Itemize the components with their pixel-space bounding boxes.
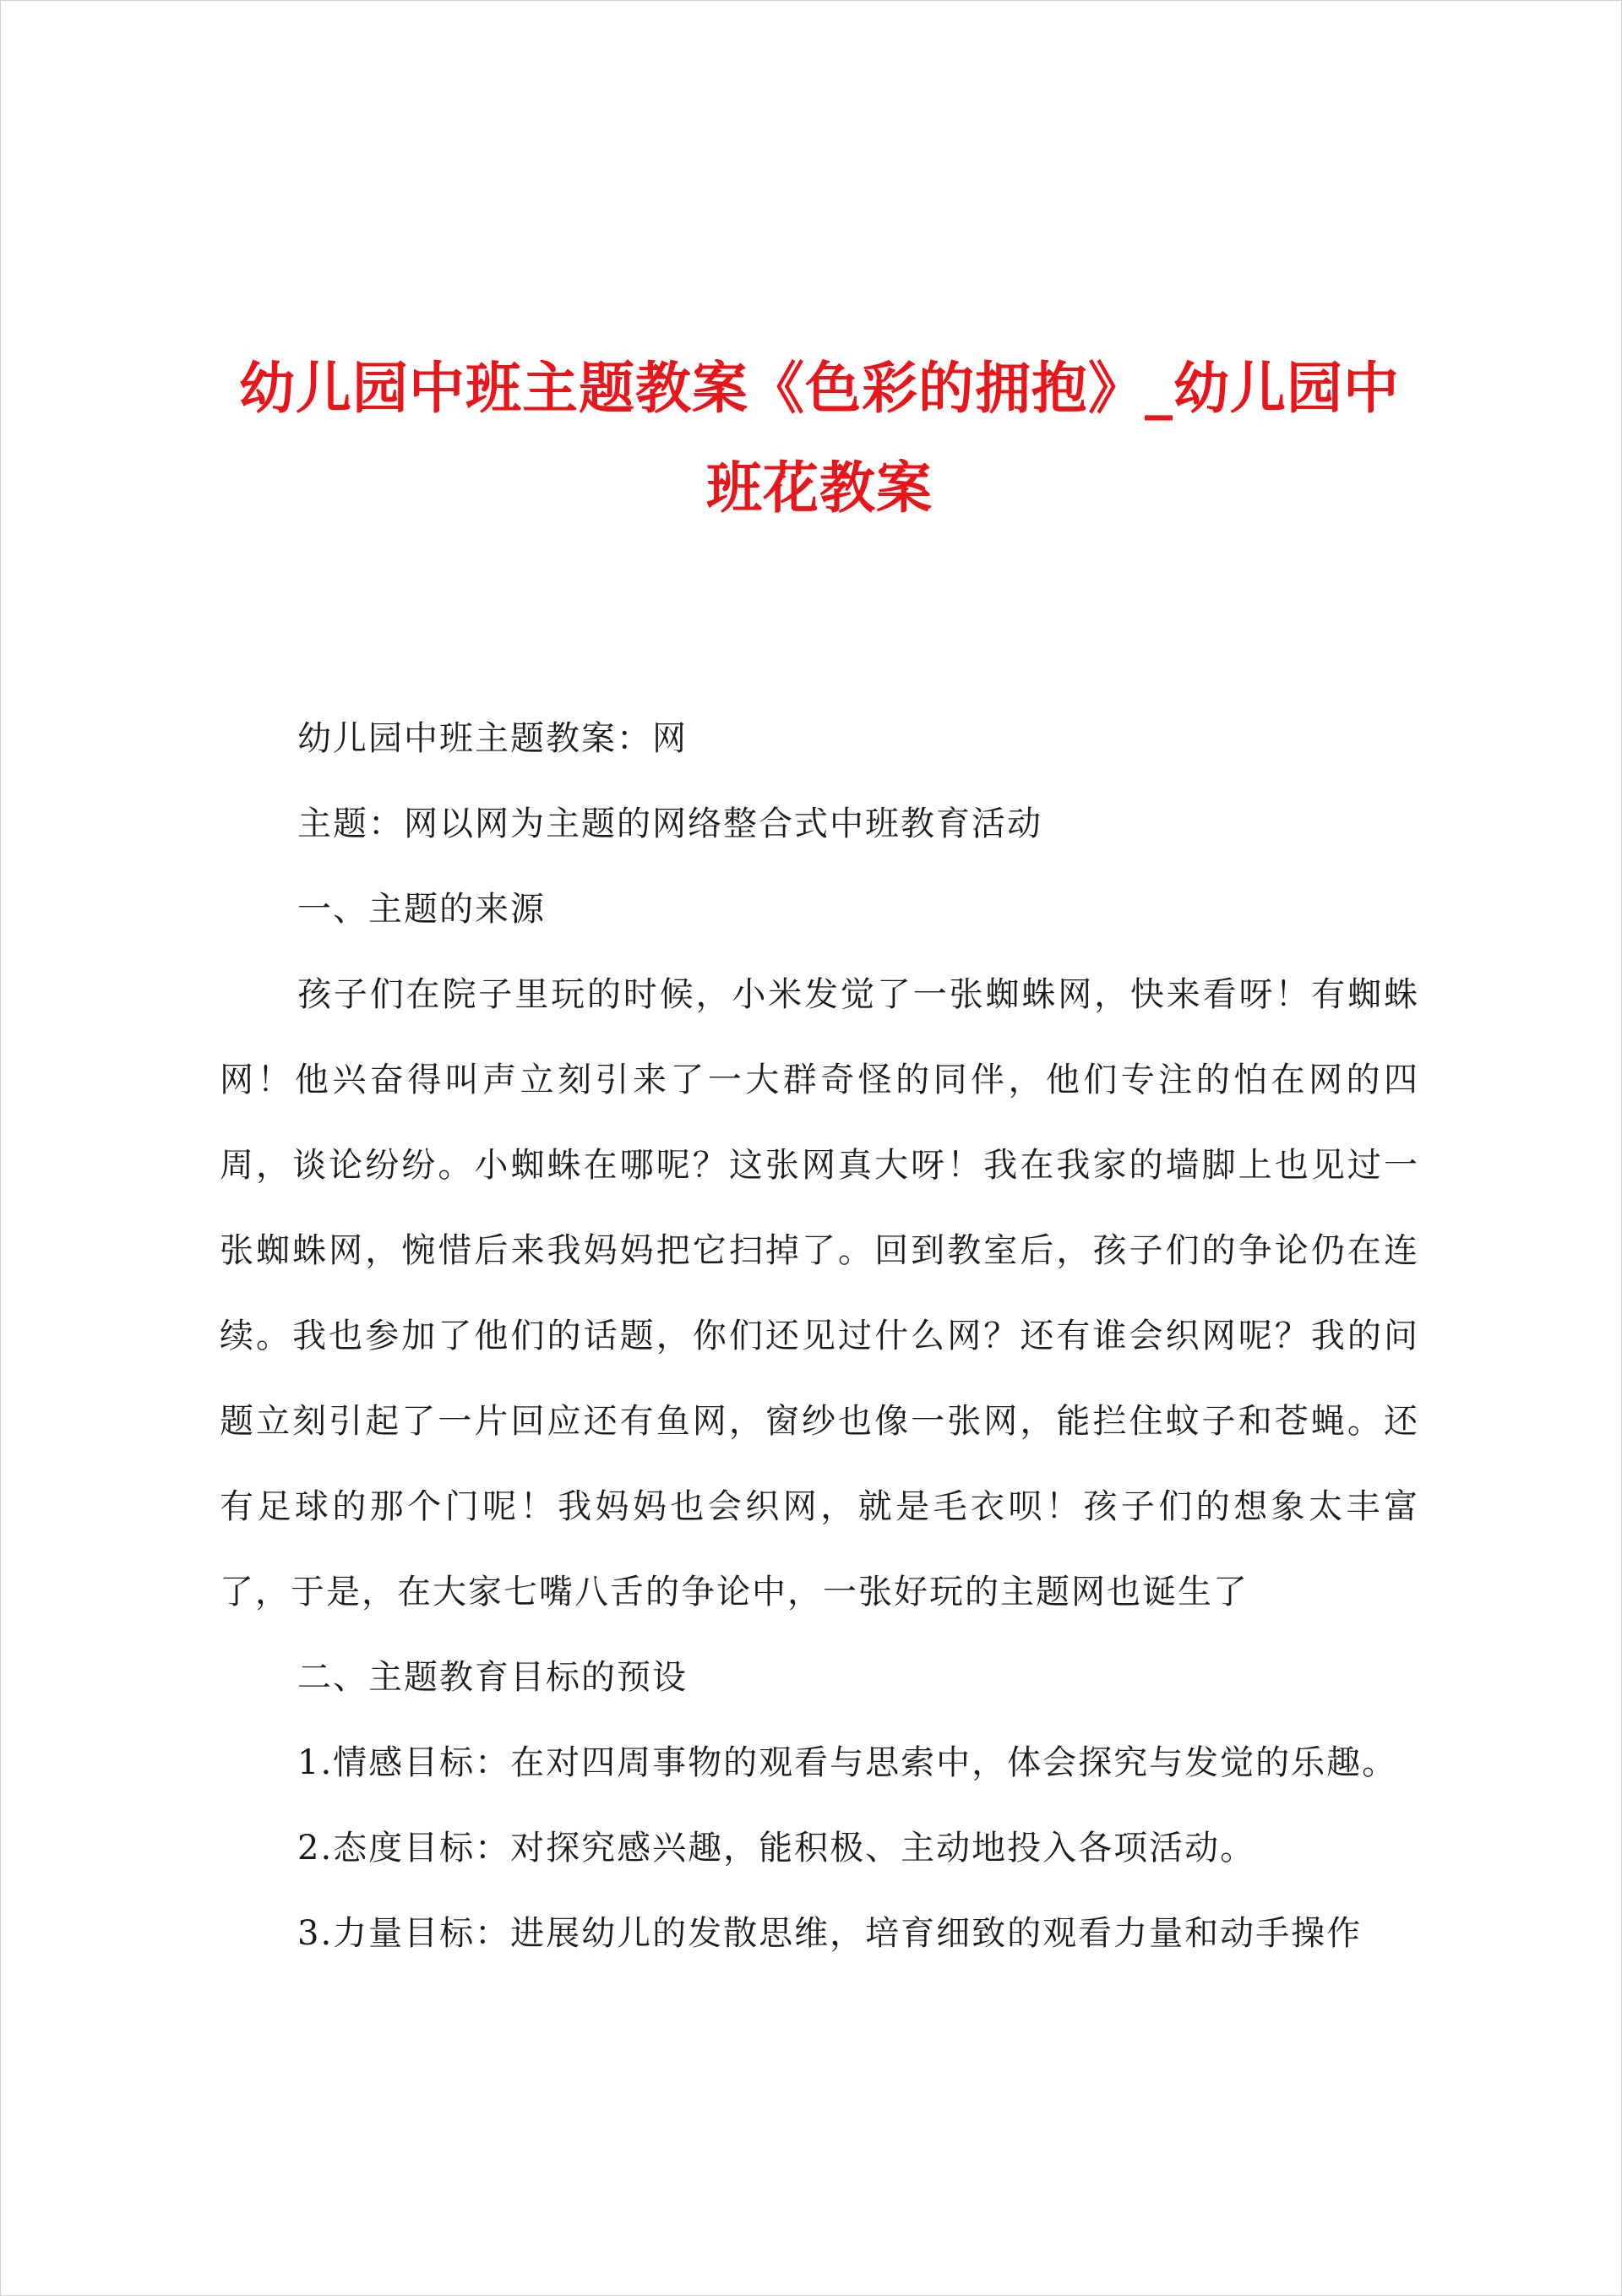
section-heading-goals: 二、主题教育目标的预设 xyxy=(297,1658,688,1697)
document-title: 幼儿园中班主题教案《色彩的拥抱》_幼儿园中班花教案 xyxy=(239,355,1400,521)
goal-attitude: 2.态度目标：对探究感兴趣，能积极、主动地投入各项活动。 xyxy=(297,1829,1256,1868)
goal-ability: 3.力量目标：进展幼儿的发散思维，培育细致的观看力量和动手操作 xyxy=(297,1914,1363,1953)
goal-emotion: 1.情感目标：在对四周事物的观看与思索中，体会探究与发觉的乐趣。 xyxy=(297,1743,1398,1782)
document-page xyxy=(220,338,1419,1977)
document-body xyxy=(220,696,1419,1977)
paragraph-lesson-heading: 幼儿园中班主题教案：网 xyxy=(297,719,688,758)
paragraph-source-story: 孩子们在院子里玩的时候，小米发觉了一张蜘蛛网，快来看呀！有蜘蛛网！他兴奋得叫声立刻引来了一大群奇怪的同伴，他们专注的怕在网的四周，谈论纷纷。小蜘蛛在哪呢？这张网真大呀！我在我家的墙脚上也见过一张蜘蛛网，惋惜后来我妈妈把它扫掉了。回到教室后，孩子们的争论仍在连续。我也参加了他们的话题，你们还见过什么网？还有谁会织网呢？我的问题立刻引起了一片回应还有鱼网，窗纱也像一张网，能拦住蚊子和苍蝇。还有足球的那个门呢！我妈妈也会织网，就是毛衣呗！孩子们的想象太丰富了，于是，在大家七嘴八舌的争论中，一张好玩的主题网也诞生了 xyxy=(220,975,1419,1612)
paragraph-theme: 主题：网以网为主题的网络整合式中班教育活动 xyxy=(297,804,1042,843)
section-heading-source: 一、主题的来源 xyxy=(297,890,546,929)
